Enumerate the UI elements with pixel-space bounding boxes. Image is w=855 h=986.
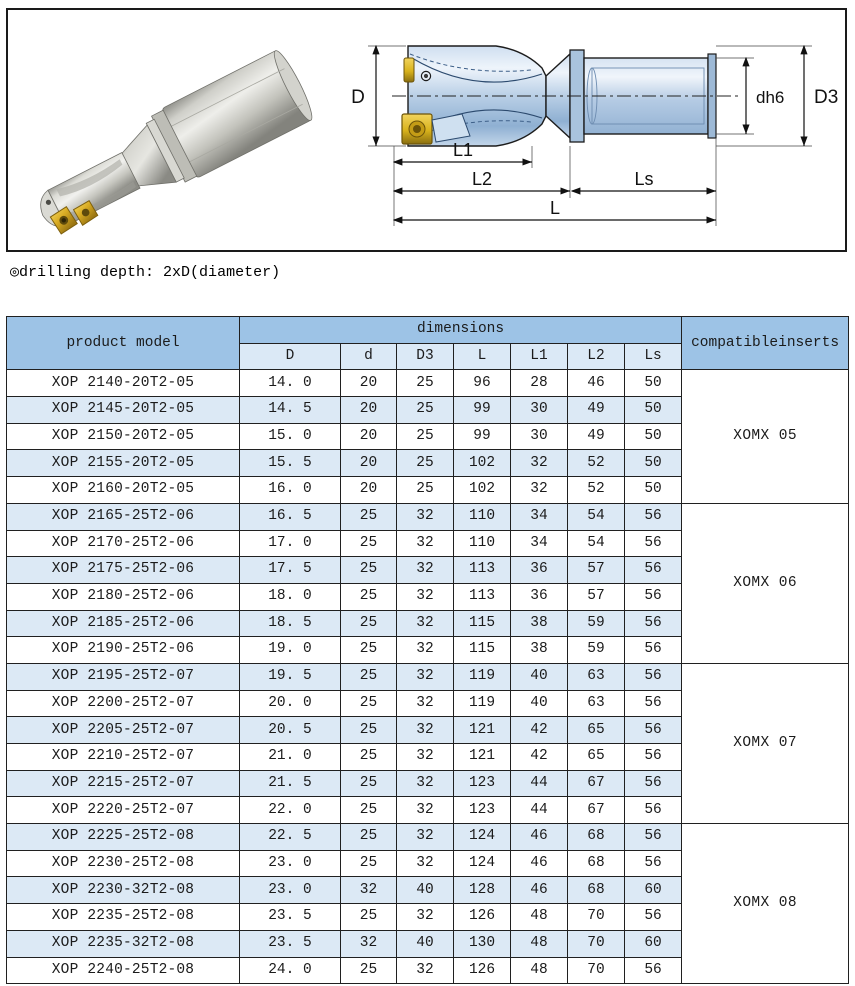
cell-product-model: XOP 2160-20T2-05 — [7, 477, 240, 504]
cell-d: 20 — [341, 423, 397, 450]
cell-L1: 42 — [511, 717, 568, 744]
cell-L: 115 — [454, 637, 511, 664]
cell-D3: 32 — [397, 797, 454, 824]
cell-product-model: XOP 2240-25T2-08 — [7, 957, 240, 984]
cell-L: 96 — [454, 370, 511, 397]
cell-L1: 30 — [511, 423, 568, 450]
cell-Ls: 56 — [625, 583, 682, 610]
cell-L2: 63 — [568, 663, 625, 690]
cell-L: 124 — [454, 824, 511, 851]
cell-D: 16. 0 — [240, 477, 341, 504]
table-header — [7, 317, 849, 370]
drilling-depth-caption: ◎drilling depth: 2xD(diameter) — [10, 264, 281, 281]
diagram-insert — [404, 58, 414, 82]
cell-Ls: 56 — [625, 610, 682, 637]
cell-d: 25 — [341, 503, 397, 530]
cell-L: 123 — [454, 770, 511, 797]
cell-L2: 65 — [568, 744, 625, 771]
cell-d: 25 — [341, 690, 397, 717]
cell-D3: 32 — [397, 690, 454, 717]
cell-L: 99 — [454, 423, 511, 450]
cell-product-model: XOP 2180-25T2-06 — [7, 583, 240, 610]
diagram-label-D: D — [351, 87, 365, 108]
cell-L1: 32 — [511, 450, 568, 477]
cell-Ls: 56 — [625, 850, 682, 877]
cell-Ls: 56 — [625, 770, 682, 797]
cell-Ls: 60 — [625, 930, 682, 957]
cell-D: 14. 5 — [240, 397, 341, 424]
cell-compatible-insert: XOMX 08 — [682, 824, 849, 984]
cell-product-model: XOP 2235-25T2-08 — [7, 904, 240, 931]
cell-L1: 40 — [511, 663, 568, 690]
cell-D: 24. 0 — [240, 957, 341, 984]
cell-L2: 63 — [568, 690, 625, 717]
cell-D3: 40 — [397, 877, 454, 904]
cell-L2: 68 — [568, 824, 625, 851]
cell-product-model: XOP 2225-25T2-08 — [7, 824, 240, 851]
cell-L: 124 — [454, 850, 511, 877]
cell-D: 15. 5 — [240, 450, 341, 477]
cell-D: 19. 0 — [240, 637, 341, 664]
cell-d: 32 — [341, 930, 397, 957]
cell-L2: 57 — [568, 557, 625, 584]
cell-D3: 32 — [397, 583, 454, 610]
cell-compatible-insert: XOMX 06 — [682, 503, 849, 663]
cell-L1: 38 — [511, 610, 568, 637]
cell-D3: 25 — [397, 370, 454, 397]
cell-L: 119 — [454, 663, 511, 690]
cell-L2: 59 — [568, 610, 625, 637]
cell-D: 23. 5 — [240, 930, 341, 957]
cell-product-model: XOP 2150-20T2-05 — [7, 423, 240, 450]
cell-compatible-insert: XOMX 05 — [682, 370, 849, 503]
cell-L2: 54 — [568, 530, 625, 557]
cell-L2: 68 — [568, 877, 625, 904]
cell-d: 25 — [341, 637, 397, 664]
cell-d: 20 — [341, 450, 397, 477]
cell-d: 25 — [341, 717, 397, 744]
cell-d: 25 — [341, 530, 397, 557]
cell-product-model: XOP 2140-20T2-05 — [7, 370, 240, 397]
cell-L2: 57 — [568, 583, 625, 610]
diagram-label-L1: L1 — [452, 140, 474, 160]
cell-product-model: XOP 2205-25T2-07 — [7, 717, 240, 744]
cell-D3: 32 — [397, 637, 454, 664]
cell-L1: 34 — [511, 530, 568, 557]
cell-D: 22. 0 — [240, 797, 341, 824]
cell-D3: 32 — [397, 717, 454, 744]
cell-product-model: XOP 2230-25T2-08 — [7, 850, 240, 877]
cell-Ls: 50 — [625, 423, 682, 450]
cell-d: 25 — [341, 557, 397, 584]
cell-D: 20. 0 — [240, 690, 341, 717]
cell-Ls: 50 — [625, 370, 682, 397]
cell-product-model: XOP 2145-20T2-05 — [7, 397, 240, 424]
cell-D3: 32 — [397, 503, 454, 530]
cell-L1: 40 — [511, 690, 568, 717]
cell-d: 25 — [341, 797, 397, 824]
cell-d: 25 — [341, 824, 397, 851]
cell-d: 25 — [341, 663, 397, 690]
cell-D: 23. 5 — [240, 904, 341, 931]
technical-diagram — [346, 10, 846, 250]
cell-d: 25 — [341, 904, 397, 931]
cell-L2: 68 — [568, 850, 625, 877]
cell-D3: 32 — [397, 770, 454, 797]
cell-L1: 36 — [511, 583, 568, 610]
cell-D3: 25 — [397, 423, 454, 450]
diagram-label-L: L — [549, 198, 561, 218]
cell-L2: 67 — [568, 770, 625, 797]
cell-L1: 34 — [511, 503, 568, 530]
cell-L: 126 — [454, 904, 511, 931]
cell-Ls: 50 — [625, 450, 682, 477]
diagram-label-dh6: dh6 — [756, 88, 785, 107]
cell-D: 19. 5 — [240, 663, 341, 690]
cell-D: 15. 0 — [240, 423, 341, 450]
cell-D3: 32 — [397, 744, 454, 771]
cell-Ls: 60 — [625, 877, 682, 904]
cell-L: 99 — [454, 397, 511, 424]
cell-product-model: XOP 2235-32T2-08 — [7, 930, 240, 957]
cell-Ls: 56 — [625, 503, 682, 530]
cell-d: 20 — [341, 477, 397, 504]
table-body — [7, 370, 849, 984]
cell-L2: 46 — [568, 370, 625, 397]
cell-D: 22. 5 — [240, 824, 341, 851]
cell-product-model: XOP 2220-25T2-07 — [7, 797, 240, 824]
header-D3: D3 — [397, 343, 454, 370]
cell-D3: 32 — [397, 663, 454, 690]
header-compatible-inserts: compatibleinserts — [682, 317, 849, 370]
cell-L2: 52 — [568, 477, 625, 504]
cell-d: 20 — [341, 397, 397, 424]
cell-product-model: XOP 2230-32T2-08 — [7, 877, 240, 904]
cell-D: 18. 0 — [240, 583, 341, 610]
cell-d: 25 — [341, 583, 397, 610]
cell-product-model: XOP 2195-25T2-07 — [7, 663, 240, 690]
cell-L: 123 — [454, 797, 511, 824]
cell-L1: 46 — [511, 824, 568, 851]
diagram-insert — [402, 114, 432, 144]
cell-D3: 25 — [397, 477, 454, 504]
cell-D: 21. 0 — [240, 744, 341, 771]
table-row — [7, 824, 849, 851]
cell-product-model: XOP 2215-25T2-07 — [7, 770, 240, 797]
cell-L: 126 — [454, 957, 511, 984]
cell-L: 113 — [454, 583, 511, 610]
cell-L1: 48 — [511, 930, 568, 957]
cell-D3: 32 — [397, 957, 454, 984]
cell-D: 23. 0 — [240, 877, 341, 904]
cell-product-model: XOP 2190-25T2-06 — [7, 637, 240, 664]
diagram-label-Ls: Ls — [634, 169, 654, 189]
cell-L2: 70 — [568, 957, 625, 984]
cell-L2: 52 — [568, 450, 625, 477]
product-photo — [8, 10, 348, 250]
cell-L2: 70 — [568, 930, 625, 957]
cell-L2: 65 — [568, 717, 625, 744]
cell-Ls: 56 — [625, 824, 682, 851]
cell-product-model: XOP 2175-25T2-06 — [7, 557, 240, 584]
header-L: L — [454, 343, 511, 370]
cell-D3: 32 — [397, 904, 454, 931]
cell-L2: 54 — [568, 503, 625, 530]
cell-d: 32 — [341, 877, 397, 904]
cell-d: 25 — [341, 744, 397, 771]
cell-D3: 32 — [397, 610, 454, 637]
cell-L2: 67 — [568, 797, 625, 824]
illustration-panel — [6, 8, 847, 252]
cell-L1: 32 — [511, 477, 568, 504]
cell-D3: 40 — [397, 930, 454, 957]
cell-D: 21. 5 — [240, 770, 341, 797]
cell-compatible-insert: XOMX 07 — [682, 663, 849, 823]
header-d: d — [341, 343, 397, 370]
cell-L1: 46 — [511, 850, 568, 877]
cell-L2: 59 — [568, 637, 625, 664]
cell-L2: 49 — [568, 423, 625, 450]
specification-table — [6, 316, 849, 984]
cell-L1: 30 — [511, 397, 568, 424]
cell-product-model: XOP 2210-25T2-07 — [7, 744, 240, 771]
cell-L: 110 — [454, 530, 511, 557]
header-D: D — [240, 343, 341, 370]
cell-L: 110 — [454, 503, 511, 530]
cell-L: 130 — [454, 930, 511, 957]
cell-D: 17. 0 — [240, 530, 341, 557]
cell-product-model: XOP 2170-25T2-06 — [7, 530, 240, 557]
cell-D: 16. 5 — [240, 503, 341, 530]
header-dimensions: dimensions — [240, 317, 682, 344]
cell-L: 113 — [454, 557, 511, 584]
cell-Ls: 56 — [625, 690, 682, 717]
table-row — [7, 663, 849, 690]
cell-d: 25 — [341, 850, 397, 877]
cell-d: 25 — [341, 770, 397, 797]
cell-L: 128 — [454, 877, 511, 904]
cell-D3: 32 — [397, 824, 454, 851]
cell-L: 115 — [454, 610, 511, 637]
cell-Ls: 50 — [625, 477, 682, 504]
cell-Ls: 56 — [625, 663, 682, 690]
cell-Ls: 56 — [625, 797, 682, 824]
cell-Ls: 56 — [625, 904, 682, 931]
cell-D: 17. 5 — [240, 557, 341, 584]
diagram-label-L2: L2 — [471, 169, 493, 189]
header-Ls: Ls — [625, 343, 682, 370]
cell-Ls: 56 — [625, 530, 682, 557]
cell-L: 121 — [454, 717, 511, 744]
cell-L2: 70 — [568, 904, 625, 931]
cell-L: 102 — [454, 450, 511, 477]
cell-product-model: XOP 2165-25T2-06 — [7, 503, 240, 530]
diagram-label-D3: D3 — [814, 87, 839, 108]
cell-L1: 48 — [511, 904, 568, 931]
header-L1: L1 — [511, 343, 568, 370]
cell-product-model: XOP 2185-25T2-06 — [7, 610, 240, 637]
cell-D3: 32 — [397, 530, 454, 557]
table-row — [7, 370, 849, 397]
cell-product-model: XOP 2155-20T2-05 — [7, 450, 240, 477]
cell-L: 121 — [454, 744, 511, 771]
cell-D: 18. 5 — [240, 610, 341, 637]
cell-D: 14. 0 — [240, 370, 341, 397]
cell-L: 119 — [454, 690, 511, 717]
header-L2: L2 — [568, 343, 625, 370]
cell-Ls: 56 — [625, 637, 682, 664]
cell-L2: 49 — [568, 397, 625, 424]
cell-L1: 48 — [511, 957, 568, 984]
cell-D: 23. 0 — [240, 850, 341, 877]
cell-D3: 32 — [397, 850, 454, 877]
cell-L: 102 — [454, 477, 511, 504]
cell-Ls: 56 — [625, 957, 682, 984]
cell-d: 25 — [341, 610, 397, 637]
cell-Ls: 56 — [625, 717, 682, 744]
cell-product-model: XOP 2200-25T2-07 — [7, 690, 240, 717]
cell-D: 20. 5 — [240, 717, 341, 744]
cell-Ls: 56 — [625, 557, 682, 584]
cell-L1: 38 — [511, 637, 568, 664]
header-product-model: product model — [7, 317, 240, 370]
cell-D3: 25 — [397, 450, 454, 477]
cell-L1: 46 — [511, 877, 568, 904]
cell-L1: 42 — [511, 744, 568, 771]
cell-d: 25 — [341, 957, 397, 984]
cell-D3: 25 — [397, 397, 454, 424]
cell-L1: 36 — [511, 557, 568, 584]
cell-L1: 44 — [511, 797, 568, 824]
cell-Ls: 50 — [625, 397, 682, 424]
cell-d: 20 — [341, 370, 397, 397]
cell-Ls: 56 — [625, 744, 682, 771]
cell-L1: 28 — [511, 370, 568, 397]
cell-L1: 44 — [511, 770, 568, 797]
table-row — [7, 503, 849, 530]
cell-D3: 32 — [397, 557, 454, 584]
